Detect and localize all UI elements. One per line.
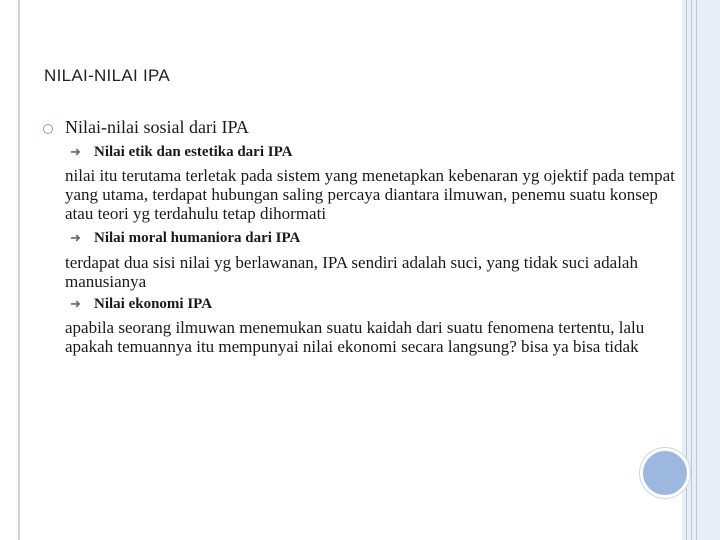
paragraph: apabila seorang ilmuwan menemukan suatu kaidah dari suatu fenomena tertentu, lalu apakah temuannya itu mempunyai nilai ekonomi secara langsung? bisa ya bisa tidak (65, 318, 645, 356)
ring-bullet-icon (43, 124, 53, 134)
level1-bullet (43, 117, 643, 138)
level2-heading: Nilai ekonomi IPA (94, 296, 213, 312)
frame-stripe (696, 0, 697, 540)
level2-heading: Nilai moral humaniora dari IPA (94, 230, 301, 246)
left-frame-line (18, 0, 20, 540)
slide-title: NILAI-NILAI IPA (44, 66, 171, 85)
level2-heading: Nilai etik dan estetika dari IPA (94, 144, 293, 160)
decorative-circle (640, 448, 690, 498)
level2-bullet (70, 144, 670, 161)
right-frame-bar (682, 0, 720, 540)
arrow-bullet-icon: ➜ (70, 296, 81, 311)
paragraph: terdapat dua sisi nilai yg berlawanan, IPA sendiri adalah suci, yang tidak suci adalah manusianya (65, 253, 638, 291)
arrow-bullet-icon: ➜ (70, 144, 81, 159)
level1-text: Nilai-nilai sosial dari IPA (65, 117, 249, 137)
frame-stripe (691, 0, 692, 540)
paragraph: nilai itu terutama terletak pada sistem yang menetapkan kebenaran yg ojektif pada tempat yang utama, terdapat hubungan saling percaya diantara ilmuwan, penemu suatu konsep atau teori yg terdahulu tetap dihormati (65, 166, 675, 223)
arrow-bullet-icon: ➜ (70, 230, 81, 245)
level2-bullet (70, 296, 670, 313)
level2-bullet (70, 230, 670, 247)
